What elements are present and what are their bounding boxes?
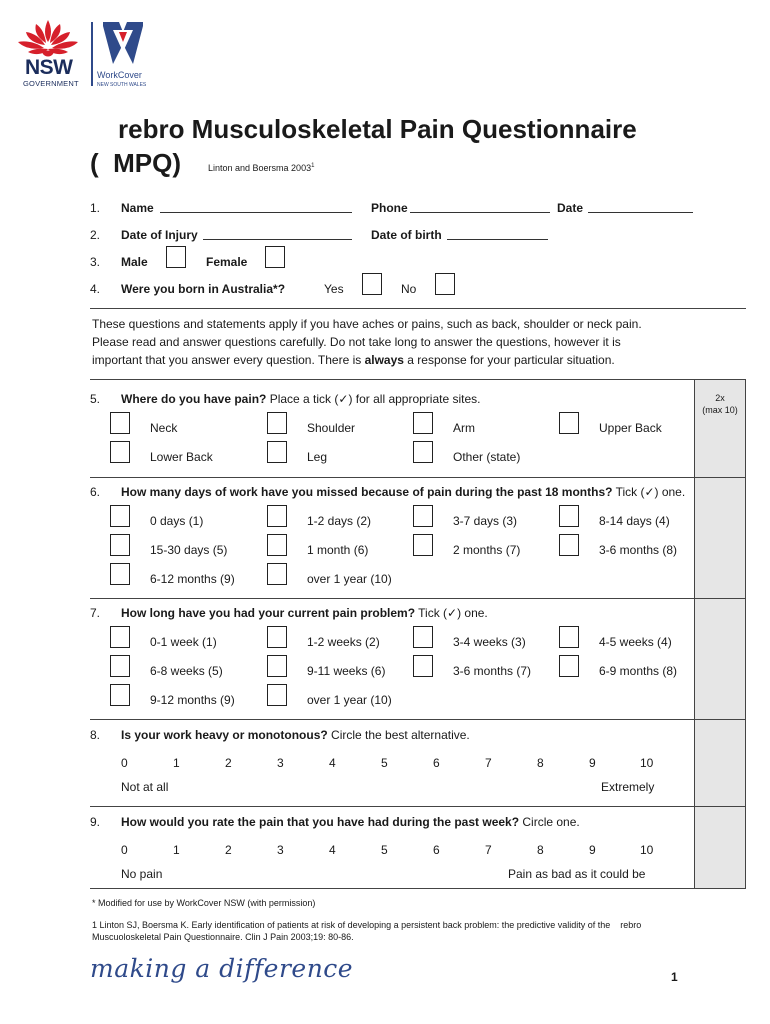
government-wordmark: GOVERNMENT: [23, 79, 79, 88]
q3-female-checkbox[interactable]: [265, 246, 285, 268]
form-bottom-rule: [90, 888, 746, 889]
q5-checkbox-shoulder[interactable]: [267, 412, 287, 434]
q3-number: 3.: [90, 255, 101, 269]
q8-scale: [0, 756, 700, 772]
q7-option-10: over 1 year (10): [307, 693, 392, 707]
page-title-abbrev: ( MPQ): [90, 148, 181, 178]
q7-option-8: 6-9 months (8): [599, 664, 678, 678]
workcover-wordmark: WorkCover: [97, 70, 142, 80]
footnote-modified: * Modified for use by WorkCover NSW (with permission): [92, 898, 316, 908]
q7-top-rule: [90, 598, 746, 599]
q5-label-upper-back: Upper Back: [599, 421, 662, 435]
citation-sup: 1: [311, 163, 315, 169]
q4-no-checkbox[interactable]: [435, 273, 455, 295]
citation-text: Linton and Boersma 2003: [208, 163, 312, 173]
q9-scale-9[interactable]: 9: [589, 843, 596, 857]
q6-checkbox-8[interactable]: [559, 534, 579, 556]
q7-option-3: 3-4 weeks (3): [453, 635, 526, 649]
q6-option-5: 15-30 days (5): [150, 543, 228, 557]
q8-scale-1[interactable]: 1: [173, 756, 180, 770]
q5-question-rest: Place a tick (✓) for all appropriate sites.: [266, 392, 481, 406]
q8-scale-6[interactable]: 6: [433, 756, 440, 770]
q9-question-rest: Circle one.: [519, 815, 580, 829]
q1-name-field[interactable]: [160, 212, 352, 213]
section-divider: [90, 308, 746, 309]
q9-scale: [0, 843, 700, 859]
workcover-mark-icon: [99, 22, 147, 64]
q7-checkbox-8[interactable]: [559, 655, 579, 677]
q6-checkbox-7[interactable]: [413, 534, 433, 556]
q9-scale-3[interactable]: 3: [277, 843, 284, 857]
q5-label-other: Other (state): [453, 450, 521, 464]
q6-question-rest: Tick (✓) one.: [612, 485, 686, 499]
q2-injury-field[interactable]: [203, 239, 352, 240]
q4-yes-label: Yes: [324, 282, 344, 296]
q6-option-1: 0 days (1): [150, 514, 204, 528]
q5-score-note: [696, 392, 744, 416]
q5-label-lower-back: Lower Back: [150, 450, 213, 464]
q4-number: 4.: [90, 282, 101, 296]
q7-question: [121, 606, 488, 620]
q8-question: [121, 728, 470, 742]
q1-name-label: Name: [121, 201, 154, 215]
q5-checkbox-neck[interactable]: [110, 412, 130, 434]
q5-label-shoulder: Shoulder: [307, 421, 356, 435]
q5-checkbox-upper-back[interactable]: [559, 412, 579, 434]
intro-line-2: Please read and answer questions carefully. Do not take long to answer the questions, however it is: [92, 335, 621, 349]
q5-checkbox-other[interactable]: [413, 441, 433, 463]
q6-checkbox-6[interactable]: [267, 534, 287, 556]
q7-option-2: 1-2 weeks (2): [307, 635, 380, 649]
q7-question-bold: How long have you had your current pain problem?: [121, 606, 416, 620]
q4-question: Were you born in Australia*?: [121, 282, 286, 296]
q6-option-9: 6-12 months (9): [150, 572, 235, 586]
q7-checkbox-10[interactable]: [267, 684, 287, 706]
q5-question-bold: Where do you have pain?: [121, 392, 267, 406]
q1-number: 1.: [90, 201, 101, 215]
q6-option-6: 1 month (6): [307, 543, 369, 557]
q5-top-rule: [90, 379, 746, 380]
q4-yes-checkbox[interactable]: [362, 273, 382, 295]
q6-checkbox-1[interactable]: [110, 505, 130, 527]
q6-checkbox-9[interactable]: [110, 563, 130, 585]
q7-option-6: 9-11 weeks (6): [307, 664, 386, 678]
q7-checkbox-4[interactable]: [559, 626, 579, 648]
q9-top-rule: [90, 806, 746, 807]
q9-scale-8[interactable]: 8: [537, 843, 544, 857]
q5-label-leg: Leg: [307, 450, 328, 464]
q8-scale-2[interactable]: 2: [225, 756, 232, 770]
score-column-right-border: [745, 379, 746, 888]
q8-scale-10[interactable]: 10: [640, 756, 654, 770]
q8-low-anchor: Not at all: [121, 780, 169, 794]
q6-option-2: 1-2 days (2): [307, 514, 372, 528]
q8-high-anchor: Extremely: [601, 780, 655, 794]
q5-checkbox-leg[interactable]: [267, 441, 287, 463]
q6-option-3: 3-7 days (3): [453, 514, 518, 528]
q7-checkbox-6[interactable]: [267, 655, 287, 677]
nsw-wordmark: NSW: [25, 56, 73, 79]
q9-scale-10[interactable]: 10: [640, 843, 654, 857]
q9-high-anchor: Pain as bad as it could be: [508, 867, 646, 881]
intro-line-3: [92, 353, 615, 367]
q7-option-9: 9-12 months (9): [150, 693, 235, 707]
q8-question-bold: Is your work heavy or monotonous?: [121, 728, 328, 742]
q1-date-field[interactable]: [588, 212, 693, 213]
nsw-government-logo: [14, 18, 84, 88]
q8-scale-3[interactable]: 3: [277, 756, 284, 770]
q7-checkbox-5[interactable]: [110, 655, 130, 677]
q5-score-multiplier: 2x: [715, 393, 725, 403]
q9-scale-7[interactable]: 7: [485, 843, 492, 857]
q6-checkbox-10[interactable]: [267, 563, 287, 585]
q8-scale-8[interactable]: 8: [537, 756, 544, 770]
q5-score-max: (max 10): [702, 405, 738, 415]
q6-number: 6.: [90, 485, 101, 499]
slogan: making a difference: [90, 954, 354, 983]
q7-checkbox-2[interactable]: [267, 626, 287, 648]
reference-line-2: Muscuoloskeletal Pain Questionnaire. Clin J Pain 2003;19: 80-86.: [92, 932, 354, 942]
q7-checkbox-3[interactable]: [413, 626, 433, 648]
q5-number: 5.: [90, 392, 101, 406]
score-shade: [694, 379, 746, 888]
intro-emphasis: always: [364, 353, 404, 367]
q6-top-rule: [90, 477, 746, 478]
q8-scale-4[interactable]: 4: [329, 756, 336, 770]
score-column-left-border: [694, 379, 695, 888]
q7-option-7: 3-6 months (7): [453, 664, 532, 678]
q1-phone-label: Phone: [371, 201, 408, 215]
q7-option-4: 4-5 weeks (4): [599, 635, 672, 649]
page-title: rebro Musculoskeletal Pain Questionnaire: [118, 114, 637, 144]
q9-number: 9.: [90, 815, 101, 829]
q9-scale-4[interactable]: 4: [329, 843, 336, 857]
q5-question: [121, 392, 481, 406]
q4-no-label: No: [401, 282, 417, 296]
q6-option-7: 2 months (7): [453, 543, 521, 557]
q8-question-rest: Circle the best alternative.: [327, 728, 470, 742]
q9-scale-2[interactable]: 2: [225, 843, 232, 857]
q3-female-label: Female: [206, 255, 248, 269]
q8-scale-5[interactable]: 5: [381, 756, 388, 770]
workcover-logo: [97, 22, 157, 92]
q5-label-neck: Neck: [150, 421, 178, 435]
q5-checkbox-arm[interactable]: [413, 412, 433, 434]
q6-checkbox-3[interactable]: [413, 505, 433, 527]
q2-injury-label: Date of Injury: [121, 228, 198, 242]
q9-question: [121, 815, 580, 829]
page-number: 1: [671, 970, 678, 984]
q6-checkbox-4[interactable]: [559, 505, 579, 527]
q6-question: [121, 485, 685, 499]
q6-option-8: 3-6 months (8): [599, 543, 678, 557]
q3-male-checkbox[interactable]: [166, 246, 186, 268]
intro-line-3a: important that you answer every question. There is: [92, 353, 365, 367]
q7-option-1: 0-1 week (1): [150, 635, 217, 649]
q1-date-label: Date: [557, 201, 584, 215]
q2-number: 2.: [90, 228, 101, 242]
q6-question-bold: How many days of work have you missed because of pain during the past 18 months?: [121, 485, 613, 499]
q9-question-bold: How would you rate the pain that you have had during the past week?: [121, 815, 520, 829]
q6-checkbox-2[interactable]: [267, 505, 287, 527]
q7-checkbox-9[interactable]: [110, 684, 130, 706]
q9-scale-5[interactable]: 5: [381, 843, 388, 857]
q7-option-5: 6-8 weeks (5): [150, 664, 223, 678]
q8-scale-7[interactable]: 7: [485, 756, 492, 770]
q5-checkbox-lower-back[interactable]: [110, 441, 130, 463]
q8-number: 8.: [90, 728, 101, 742]
q2-birth-field[interactable]: [447, 239, 548, 240]
q9-scale-1[interactable]: 1: [173, 843, 180, 857]
q8-scale-0[interactable]: 0: [121, 756, 128, 770]
q5-label-arm: Arm: [453, 421, 475, 435]
q7-checkbox-7[interactable]: [413, 655, 433, 677]
q9-scale-6[interactable]: 6: [433, 843, 440, 857]
q6-option-4: 8-14 days (4): [599, 514, 670, 528]
q6-option-10: over 1 year (10): [307, 572, 392, 586]
q8-top-rule: [90, 719, 746, 720]
q2-birth-label: Date of birth: [371, 228, 442, 242]
q8-scale-9[interactable]: 9: [589, 756, 596, 770]
logo-divider: [91, 22, 93, 86]
q7-question-rest: Tick (✓) one.: [415, 606, 488, 620]
intro-line-3c: a response for your particular situation.: [403, 353, 615, 367]
intro-line-1: These questions and statements apply if you have aches or pains, such as back, shoulder or neck pain.: [92, 317, 642, 331]
q1-phone-field[interactable]: [410, 212, 550, 213]
q7-checkbox-1[interactable]: [110, 626, 130, 648]
title-citation: [208, 163, 314, 173]
q7-number: 7.: [90, 606, 101, 620]
q6-checkbox-5[interactable]: [110, 534, 130, 556]
q9-scale-0[interactable]: 0: [121, 843, 128, 857]
reference-line-1: 1 Linton SJ, Boersma K. Early identification of patients at risk of developing a persistent back problem: the predictive validity of the rebro: [92, 920, 642, 930]
q3-male-label: Male: [121, 255, 148, 269]
workcover-subtitle: NEW SOUTH WALES: [97, 82, 147, 88]
q9-low-anchor: No pain: [121, 867, 163, 881]
